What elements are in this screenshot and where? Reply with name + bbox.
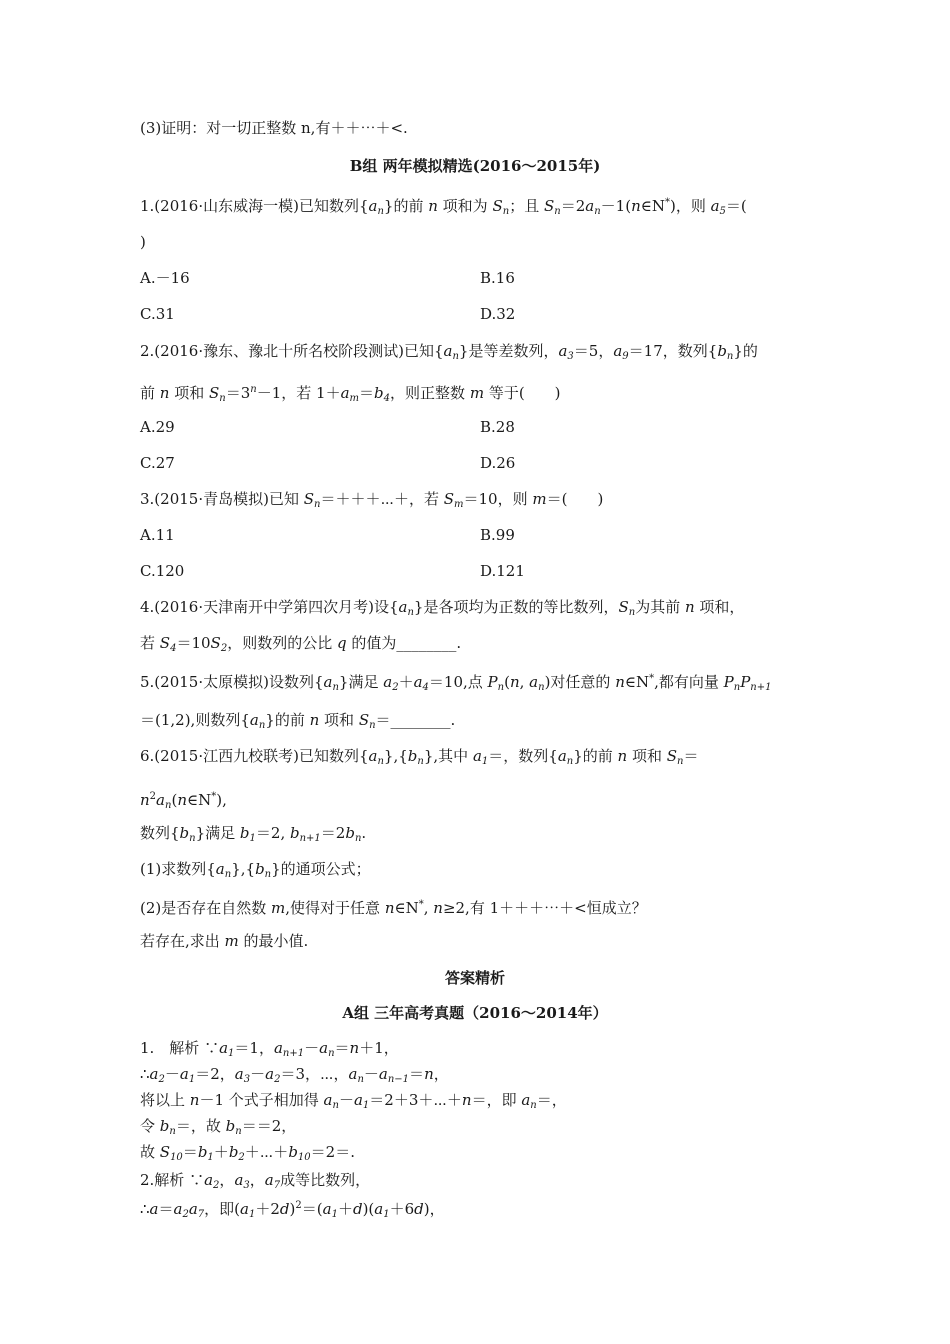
question-3-option-d: D.121 <box>480 562 525 580</box>
question-6-line-3: 数列$\{b_n\}$满足 $b_1=2$, $b_{n+1}=2b_n$. <box>140 824 367 844</box>
question-4-line-2: 若 $S_4=10S_2$，则数列的公比 q 的值为________. <box>140 634 462 654</box>
question-2-line-2: 前 n 项和 $S_n=3^n-1$，若 $1+a_m=b_4$，则正整数 m 等于( ) <box>140 384 561 404</box>
question-6-line-2: $n^2a_n(n\in N^*)$, <box>140 791 227 811</box>
question-1-option-b: B.16 <box>480 269 515 287</box>
question-1-paren: ) <box>140 233 146 251</box>
answer-1-line-1: 1. 解析 $\because a_1=1$，$a_{n+1}-a_n=n+1$， <box>140 1039 399 1059</box>
question-1-option-c: C.31 <box>140 305 175 323</box>
answer-2-line-1: 2.解析 $\because a_2$，$a_3$，$a_7$成等比数列， <box>140 1171 371 1191</box>
question-5-line-1: 5.(2015·太原模拟)设数列$\{a_n\}$满足 $a_2+a_4=10$,点 $P_n(n$, $a_n$)对任意的 n∈N*,都有向量 $P_nP_{n+1}$ <box>140 673 772 693</box>
question-5-line-2: ＝(1,2),则数列$\{a_n\}$的前 n 项和 $S_n=\_\_\_\_\_\_\_\_$. <box>140 711 456 731</box>
question-3-text: 3.(2015·青岛模拟)已知 $S_n=+++\cdots+$，若 $S_m=10$，则 m＝( ) <box>140 490 604 510</box>
question-2-option-a: A.29 <box>140 418 175 436</box>
question-2-option-c: C.27 <box>140 454 175 472</box>
answer-1-line-5: 故 $S_{10}=b_1+b_2+\cdots+b_{10}=2=$. <box>140 1143 355 1163</box>
answer-1-line-3: 将以上 n－1 个式子相加得 $a_n-a_1=2+3+\cdots+n=$，即 $a_n=$， <box>140 1091 567 1111</box>
question-4-line-1: 4.(2016·天津南开中学第四次月考)设$\{a_n\}$是各项均为正数的等比数列，$S_n$为其前 n 项和， <box>140 598 745 618</box>
section-a-title: A组 三年高考真题（2016～2014年） <box>342 1004 608 1022</box>
question-6-part-2-cont: 若存在,求出 m 的最小值. <box>140 932 309 950</box>
answers-title: 答案精析 <box>444 969 505 987</box>
answer-2-line-2: $\therefore a=a_2a_7$，即$(a_1+2d)^2=(a_1+d)(a_1+6d)$， <box>140 1200 445 1220</box>
question-2-option-d: D.26 <box>480 454 516 472</box>
question-1-option-d: D.32 <box>480 305 516 323</box>
question-1-option-a: A.－16 <box>140 269 190 287</box>
problem-3-part-3: (3)证明：对一切正整数 n,有＋＋⋯＋<. <box>140 119 408 137</box>
question-3-option-b: B.99 <box>480 526 515 544</box>
question-1-text: 1.(2016·山东威海一模)已知数列$\{a_n\}$的前 n 项和为 $S_n$；且 $S_n=2a_n-1(n\in N^*)$，则 $a_5=$( <box>140 197 747 217</box>
answer-1-line-2: $\therefore a_2-a_1=2$，$a_3-a_2=3$，⋯，$a_n-a_{n-1}=n$， <box>140 1065 449 1085</box>
question-3-option-c: C.120 <box>140 562 185 580</box>
section-b-title: B组 两年模拟精选(2016～2015年) <box>349 157 601 175</box>
question-3-option-a: A.11 <box>140 526 175 544</box>
question-6-line-1: 6.(2015·江西九校联考)已知数列$\{a_n\},\{b_n\}$,其中 $a_1=$，数列$\{a_n\}$的前 n 项和 $S_n=$ <box>140 747 699 767</box>
question-6-part-2: (2)是否存在自然数 m,使得对于任意 n∈N*, n≥2,有 1＋＋＋⋯＋<恒成立？ <box>140 899 647 917</box>
question-6-part-1: (1)求数列$\{a_n\},\{b_n\}$的通项公式； <box>140 860 371 880</box>
answer-1-line-4: 令 $b_n=$，故 $b_n==2$， <box>140 1117 297 1137</box>
question-2-option-b: B.28 <box>480 418 515 436</box>
question-2-line-1: 2.(2016·豫东、豫北十所名校阶段测试)已知$\{a_n\}$是等差数列，$a_3=5$，$a_9=17$，数列$\{b_n\}$的 <box>140 342 758 362</box>
